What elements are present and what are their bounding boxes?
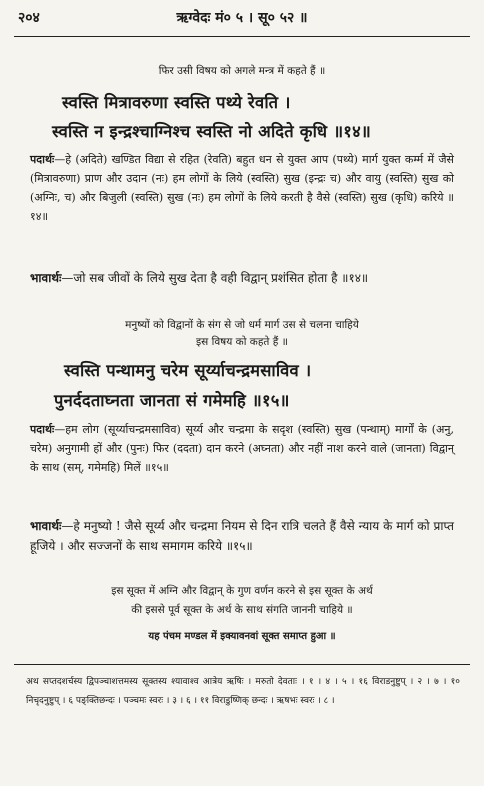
- conclusion-line1: इस सूक्त में अग्नि और विद्वान् के गुण वर्णन करने से इस सूक्त के अर्थ: [111, 585, 373, 597]
- page-number: २०४: [18, 10, 40, 26]
- mantra-15-line1: स्वस्ति पन्थामनु चरेम सूर्य्याचन्द्रमसाविव ।: [64, 361, 312, 380]
- sukta-closing: यह पंचम मण्डल में इक्यावनवां सूक्त समाप्त हुआ ॥: [148, 631, 336, 642]
- mantra-14-line2: स्वस्ति न इन्द्रश्चाग्निश्च स्वस्ति नो अदिते कृधि ॥१४॥: [52, 122, 371, 141]
- bhavartha-label: भावार्थः: [30, 271, 62, 285]
- header-rule: [14, 36, 470, 37]
- page-title: ऋग्वेदः मं० ५ । सू० ५२ ॥: [176, 10, 308, 26]
- mantra-14-line1: स्वस्ति मित्रावरुणा स्वस्ति पथ्ये रेवति ।: [62, 93, 291, 112]
- intro-line: फिर उसी विषय को अगले मन्त्र में कहते हैं ॥: [158, 65, 326, 77]
- padartha-text: —हे (अदिते) खण्डित विद्या से रहित (रेवति) बहुत धन से युक्त आप (पथ्ये) मार्ग युक्त कर्म्म में जैसे (मित्रावरुणा) प्राण और उदान (नः) हम लोगों के लिये (स्वस्ति) सुख (इन्द्रः च) और वायु (स्वस्ति) सुख को (अग्निः, च) और बिजुली (स्वस्ति) सुख (नः) हम लोगों के लिये करती है वैसे (स्वस्ति) सुख (कृधि) करिये ॥१४॥: [30, 153, 454, 223]
- mantra-15-line2: पुनर्ददताघ्नता जानता सं गमेमहि ॥१५॥: [54, 391, 290, 410]
- padartha-label: पदार्थः: [30, 153, 55, 166]
- intro-2-line1: मनुष्यों को विद्वानों के संग से जो धर्म मार्ग उस से चलना चाहिये: [125, 319, 359, 331]
- page-header: [18, 8, 466, 32]
- next-sukta-header: अथ सप्तदशर्चस्य द्विपञ्चाशत्तमस्य सूक्तस्य श्यावाश्व आत्रेय ऋषिः । मरुतो देवताः । १ । ४ । ५ । १६ विराडनुष्टुप् । २ । ७ । १० निचृदनुष्टुप् । ६ पङ्क्तिछन्दः । पञ्चमः स्वरः । ३ । ६ । ११ विराडुष्णिक् छन्दः । ऋषभः स्वरः । ८ ।: [26, 677, 460, 706]
- padartha-text: —हम लोग (सूर्य्याचन्द्रमसाविव) सूर्य्य और चन्द्रमा के सदृश (स्वस्ति) सुख (पन्थाम्) मार्गों के (अनु, चरेम) अनुगामी हों और (पुनः) फिर (ददता) दान करने (अघ्नता) और नहीं नाश करने वाले (जानता) विद्वान् के साथ (सम्, गमेमहि) मिलें ॥१५॥: [30, 423, 454, 474]
- padartha-label: पदार्थः: [30, 423, 55, 436]
- padartha-14: [30, 150, 454, 226]
- bhavartha-14: [30, 268, 454, 288]
- intro-2-line2: इस विषय को कहते हैं ॥: [196, 336, 288, 348]
- bhavartha-text: —जो सब जीवों के लिये सुख देता है वही विद्वान् प्रशंसित होता है ॥१४॥: [61, 271, 369, 285]
- bhavartha-15: [30, 516, 454, 556]
- padartha-15: [30, 420, 454, 477]
- bhavartha-label: भावार्थः: [30, 519, 62, 533]
- section-divider: [14, 664, 470, 665]
- bhavartha-text: —हे मनुष्यो ! जैसे सूर्य्य और चन्द्रमा नियम से दिन रात्रि चलते हैं वैसे न्याय के मार्ग को प्राप्त हूजिये । और सज्जनों के साथ समागम करिये ॥१५॥: [30, 519, 454, 553]
- conclusion-line2: की इससे पूर्व सूक्त के अर्थ के साथ संगति जाननी चाहिये ॥: [131, 604, 353, 616]
